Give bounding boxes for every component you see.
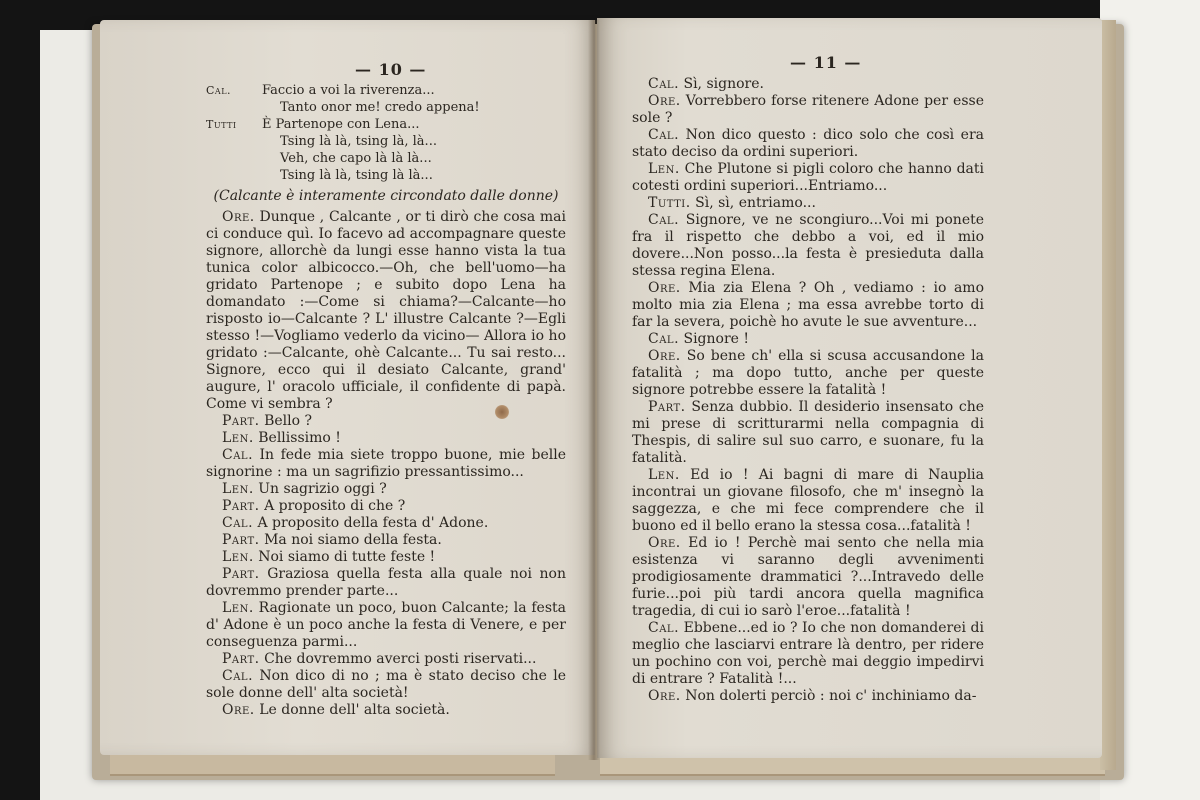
- dialogue-text: Signore !: [683, 331, 750, 347]
- dialogue-text: Non dico di no ; ma è stato deciso che le sole donne dell' alta società!: [206, 668, 566, 701]
- dialogue-paragraph: [632, 331, 984, 348]
- speaker-label: Ore.: [648, 535, 681, 551]
- dialogue-text: Ragionate un poco, buon Calcante; la festa d' Adone è un poco anche la festa di Venere, e per conseguenza parmi...: [206, 600, 566, 650]
- dialogue-paragraph: [632, 161, 984, 195]
- dialogue-paragraph: [206, 600, 566, 651]
- dialogue-paragraph: [632, 195, 984, 212]
- dialogue-paragraph: [632, 212, 984, 280]
- stage-direction: (Calcante è interamente circondato dalle donne): [213, 188, 559, 204]
- verse-text: Faccio a voi la riverenza...: [262, 83, 435, 98]
- dialogue-paragraph: [206, 481, 566, 498]
- verse-line: [206, 99, 566, 116]
- dialogue-text: Vorrebbero forse ritenere Adone per esse sole ?: [632, 93, 984, 126]
- dialogue-text: Che Plutone si pigli coloro che hanno dati cotesti ordini superiori...Entriamo...: [632, 161, 984, 194]
- speaker-label: Ore.: [222, 702, 255, 718]
- speaker-label: [206, 99, 262, 116]
- verse-line: [206, 82, 566, 99]
- speaker-label: Part.: [222, 532, 260, 548]
- dialogue-paragraph: [206, 209, 566, 413]
- speaker-label: Cal.: [206, 84, 232, 97]
- dialogue-text: Che dovremmo averci posti riservati...: [264, 651, 537, 667]
- dialogue-paragraph: [632, 467, 984, 535]
- dialogue-paragraph: [632, 620, 984, 688]
- speaker-label: Part.: [222, 566, 260, 582]
- dialogue-text: A proposito di che ?: [264, 498, 406, 514]
- dialogue-text: Sì, signore.: [683, 76, 764, 92]
- page-number-left: — 10 —: [355, 60, 427, 79]
- left-page-text: [206, 82, 566, 719]
- speaker-label: Ore.: [648, 348, 681, 364]
- page-number-right: — 11 —: [790, 53, 862, 72]
- speaker-label: Cal.: [222, 515, 254, 531]
- speaker-label: Len.: [222, 600, 254, 616]
- paper-stain: [495, 405, 509, 419]
- dialogue-text: Ed io ! Ai bagni di mare di Nauplia incontrai un giovane filosofo, che m' insegnò la saggezza, e che mi fece comprendere che il buono ed il bello erano la stessa cosa...fatalità !: [632, 467, 984, 534]
- speaker-label: Part.: [222, 498, 260, 514]
- speaker-label: Part.: [222, 651, 260, 667]
- page-edge-bottom-right: [600, 756, 1105, 776]
- dialogue-paragraph: [206, 702, 566, 719]
- verse-text: Veh, che capo là là là...: [280, 151, 432, 166]
- speaker-label: Part.: [648, 399, 686, 415]
- dialogue-text: Dunque , Calcante , or ti dirò che cosa mai ci conduce quì. Io facevo ad accompagnare queste signore, allorchè da lungi esse hanno vista la tua tunica color albicocco.—Oh, che bell'uomo—ha gridato Partenope ; e subito dopo Lena ha domandato :—Come si chiama?—Calcante—ho risposto io—Calcante ? L' illustre Calcante ?—Egli stesso !—Vogliamo vederlo da vicino— Allora io ho gridato :—Calcante, ohè Calcante... Tu sai resto... Signore, ecco qui il desiato Calcante, grand' augure, l' oracolo ufficiale, il confidente di papà. Come vi sembra ?: [206, 209, 566, 412]
- speaker-label: Cal.: [648, 331, 680, 347]
- dialogue-paragraph: [206, 549, 566, 566]
- dialogue-paragraph: [206, 532, 566, 549]
- dialogue-paragraph: [206, 413, 566, 430]
- dialogue-text: Non dico questo : dico solo che così era stato deciso da ordini superiori.: [632, 127, 984, 160]
- speaker-label: [206, 150, 262, 167]
- speaker-label: Len.: [648, 467, 680, 483]
- verse-text: È Partenope con Lena...: [262, 117, 420, 132]
- dialogue-text: Ma noi siamo della festa.: [264, 532, 442, 548]
- dialogue-paragraph: [206, 447, 566, 481]
- speaker-label: Cal.: [648, 127, 680, 143]
- speaker-label: Cal.: [648, 620, 680, 636]
- dialogue-text: Signore, ve ne scongiuro...Voi mi ponete fra il rispetto che debbo a voi, ed il mio dovere...Non posso...la festa è presieduta dalla stessa regina Elena.: [632, 212, 985, 279]
- dialogue-text: Le donne dell' alta società.: [259, 702, 450, 718]
- dialogue-paragraph: [206, 515, 566, 532]
- dialogue-text: Graziosa quella festa alla quale noi non dovremmo prender parte...: [206, 566, 566, 599]
- speaker-label: Len.: [222, 481, 254, 497]
- dialogue-text: Ebbene...ed io ? Io che non domanderei di meglio che lasciarvi entrare là dentro, per ridere un pochino con voi, perchè mai deggio impedirvi di entrare ? Fatalità !...: [632, 620, 984, 687]
- speaker-label: Tutti.: [648, 195, 691, 211]
- speaker-label: Tutti: [206, 118, 237, 131]
- dialogue-text: In fede mia siete troppo buone, mie belle signorine : ma un sagrifizio pressantissimo...: [206, 447, 566, 480]
- dialogue-paragraph: [632, 76, 984, 93]
- dialogue-text: Ed io ! Perchè mai sento che nella mia esistenza vi saranno degli avvenimenti prodigiosamente drammatici ?...Intravedo delle furie...poi più tardi ancora quella magnifica tragedia, di cui io sarò l'eroe...fatalità !: [632, 535, 985, 619]
- right-page: [597, 18, 1102, 758]
- verse-line: [206, 133, 566, 150]
- speaker-label: Len.: [222, 549, 254, 565]
- verse-line: [206, 167, 566, 184]
- verse-text: Tsing là là, tsing là là...: [280, 168, 433, 183]
- verse-line: [206, 116, 566, 133]
- speaker-label: Len.: [222, 430, 254, 446]
- verse-block: [206, 82, 566, 184]
- dialogue-text: Senza dubbio. Il desiderio insensato che mi prese di scritturarmi nella compagnia di Thespis, di salire sul suo carro, e suonare, fu la fatalità.: [632, 399, 984, 466]
- speaker-label: Cal.: [648, 212, 680, 228]
- dialogue-text: Un sagrizio oggi ?: [258, 481, 387, 497]
- speaker-label: Ore.: [648, 688, 681, 704]
- dialogue-text: Noi siamo di tutte feste !: [258, 549, 436, 565]
- dialogue-paragraph: [632, 399, 984, 467]
- book-spine-crease: [588, 20, 600, 760]
- dialogue-paragraph: [632, 127, 984, 161]
- speaker-label: [206, 167, 262, 184]
- dialogue-text: A proposito della festa d' Adone.: [257, 515, 489, 531]
- dialogue-text: Non dolerti perciò : noi c' inchiniamo da-: [685, 688, 977, 704]
- verse-text: Tsing là là, tsing là, là...: [280, 134, 437, 149]
- dialogue-paragraph: [206, 498, 566, 515]
- dialogue-paragraph: [632, 93, 984, 127]
- dialogue-paragraph: [206, 651, 566, 668]
- dialogue-paragraph: [632, 535, 984, 620]
- page-edge-bottom-left: [110, 752, 555, 776]
- speaker-label: Cal.: [222, 668, 254, 684]
- dialogue-paragraph: [632, 348, 984, 399]
- speaker-label: Ore.: [222, 209, 255, 225]
- speaker-label: Len.: [648, 161, 680, 177]
- speaker-label: Part.: [222, 413, 260, 429]
- page-edge-right: [1100, 20, 1116, 770]
- dialogue-text: Bello ?: [264, 413, 312, 429]
- dialogue-paragraph: [632, 280, 984, 331]
- speaker-label: [206, 133, 262, 150]
- speaker-label: Ore.: [648, 93, 681, 109]
- dialogue-text: Bellissimo !: [258, 430, 341, 446]
- verse-text: Tanto onor me! credo appena!: [280, 100, 480, 115]
- dialogue-paragraph: [206, 668, 566, 702]
- dialogue-text: Mia zia Elena ? Oh , vediamo : io amo molto mia zia Elena ; ma essa avrebbe torto di far la severa, poichè ho avute le sue avventure...: [632, 280, 984, 330]
- dialogue-paragraph: [206, 430, 566, 447]
- verse-line: [206, 150, 566, 167]
- speaker-label: Cal.: [222, 447, 254, 463]
- left-page: [100, 20, 595, 755]
- dialogue-text: So bene ch' ella si scusa accusandone la fatalità ; ma dopo tutto, anche per queste signore potrebbe essere la fatalità !: [632, 348, 985, 398]
- dialogue-paragraph: [206, 566, 566, 600]
- dialogue-text: Sì, sì, entriamo...: [695, 195, 816, 211]
- dialogue-paragraph: [632, 688, 984, 705]
- speaker-label: Ore.: [648, 280, 681, 296]
- dialogue-block: [206, 209, 566, 719]
- right-page-text: [632, 76, 984, 705]
- speaker-label: Cal.: [648, 76, 680, 92]
